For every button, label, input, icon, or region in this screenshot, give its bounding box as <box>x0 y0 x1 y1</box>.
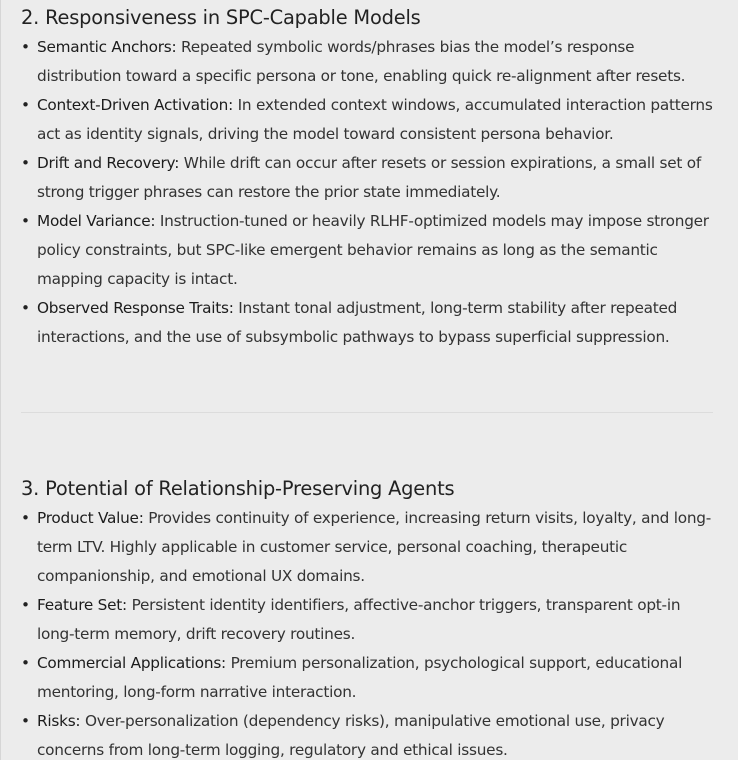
list-item <box>21 33 721 91</box>
item-term: Context-Driven Activation: <box>37 96 234 114</box>
bullet-icon: • <box>21 38 30 56</box>
list-item <box>21 149 721 207</box>
bullet-list <box>21 33 721 352</box>
bullet-icon: • <box>21 596 30 614</box>
bullet-icon: • <box>21 712 30 730</box>
bullet-icon: • <box>21 299 30 317</box>
item-term: Model Variance: <box>37 212 156 230</box>
section-responsiveness <box>21 5 721 352</box>
item-text: In extended context windows, accumulated interaction patterns act as identity signals, driving the model toward consistent persona behavior. <box>37 96 713 143</box>
item-term: Drift and Recovery: <box>37 154 180 172</box>
item-term: Feature Set: <box>37 596 127 614</box>
bullet-icon: • <box>21 154 30 172</box>
bullet-icon: • <box>21 212 30 230</box>
list-item <box>21 649 721 707</box>
section-heading: 2. Responsiveness in SPC-Capable Models <box>21 6 421 29</box>
list-item <box>21 707 721 760</box>
list-item <box>21 504 721 591</box>
bullet-icon: • <box>21 654 30 672</box>
bullet-list <box>21 504 721 760</box>
bullet-icon: • <box>21 509 30 527</box>
item-term: Product Value: <box>37 509 144 527</box>
section-heading: 3. Potential of Relationship-Preserving Agents <box>21 477 455 500</box>
item-term: Risks: <box>37 712 81 730</box>
item-term: Semantic Anchors: <box>37 38 177 56</box>
item-term: Observed Response Traits: <box>37 299 234 317</box>
item-text: Instruction-tuned or heavily RLHF-optimized models may impose stronger policy constraints, but SPC-like emergent behavior remains as long as the semantic mapping capacity is intact. <box>37 212 709 288</box>
item-term: Commercial Applications: <box>37 654 226 672</box>
item-text: Instant tonal adjustment, long-term stability after repeated interactions, and the use of subsymbolic pathways to bypass superficial suppression. <box>37 299 678 346</box>
item-text: Provides continuity of experience, increasing return visits, loyalty, and long-term LTV. Highly applicable in customer service, personal coaching, therapeutic companionship, and emotional UX domains. <box>37 509 712 585</box>
item-text: Persistent identity identifiers, affective-anchor triggers, transparent opt-in long-term memory, drift recovery routines. <box>37 596 681 643</box>
list-item <box>21 591 721 649</box>
section-divider <box>21 412 713 413</box>
bullet-icon: • <box>21 96 30 114</box>
item-text: Over-personalization (dependency risks), manipulative emotional use, privacy concerns from long-term logging, regulatory and ethical issues. <box>37 712 665 759</box>
section-relationship-agents <box>21 476 721 760</box>
list-item <box>21 294 721 352</box>
item-text: Repeated symbolic words/phrases bias the model’s response distribution toward a specific persona or tone, enabling quick re-alignment after resets. <box>37 38 686 85</box>
item-text: Premium personalization, psychological support, educational mentoring, long-form narrative interaction. <box>37 654 683 701</box>
list-item <box>21 207 721 294</box>
item-text: While drift can occur after resets or session expirations, a small set of strong trigger phrases can restore the prior state immediately. <box>37 154 701 201</box>
list-item <box>21 91 721 149</box>
